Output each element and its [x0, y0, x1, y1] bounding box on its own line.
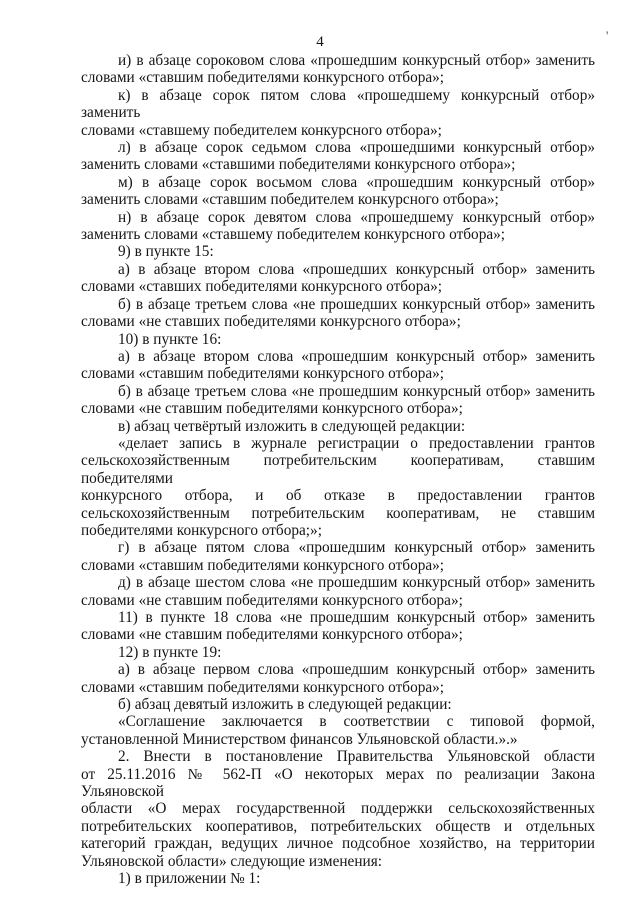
text-line: области «О мерах государственной поддержки сельскохозяйственных: [81, 800, 595, 818]
text-line: «Соглашение заключается в соответствии с типовой формой,: [118, 713, 595, 731]
paragraph-16-b: [81, 383, 595, 418]
text-line: словами «ставшим победителями конкурсного отбора»;: [81, 365, 445, 383]
paragraph-16-v: [81, 418, 595, 435]
paragraph-point-16: [81, 331, 595, 348]
text-line: сельскохозяйственным потребительским кооперативам, не ставшим: [81, 504, 595, 522]
paragraph-quote-agreement: [81, 713, 595, 748]
text-line: от 25.11.2016 № 562-П «О некоторых мерах по реализации Закона Ульяновской: [81, 765, 595, 801]
paragraph-annex-1: [81, 870, 595, 887]
text-line: 9) в пункте 15:: [118, 243, 214, 261]
text-line: и) в абзаце сороковом слова «прошедшим конкурсный отбор» заменить: [118, 52, 595, 69]
paragraph-section-2: [81, 748, 595, 870]
text-line: 10) в пункте 16:: [118, 330, 222, 348]
document-body: [81, 52, 595, 888]
text-line: потребительских кооперативов, потребительских обществ и отдельных: [81, 817, 595, 835]
text-line: а) в абзаце втором слова «прошедшим конкурсный отбор» заменить: [118, 347, 595, 365]
paragraph-16-g: [81, 539, 595, 574]
text-line: словами «ставшим победителями конкурсного отбора»;: [81, 678, 445, 696]
text-line: а) в абзаце первом слова «прошедшим конкурсный отбор» заменить: [118, 661, 595, 679]
text-line: словами «ставших победителями конкурсного отбора»;: [81, 278, 443, 296]
text-line: л) в абзаце сорок седьмом слова «прошедшими конкурсный отбор»: [118, 139, 595, 157]
text-line: словами «не ставшим победителями конкурсного отбора»;: [81, 591, 463, 609]
text-line: заменить словами «ставшим победителем конкурсного отбора»;: [81, 191, 499, 209]
text-line: словами «ставшим победителями конкурсного отбора»;: [81, 556, 445, 574]
text-line: «делает запись в журнале регистрации о предоставлении грантов: [118, 434, 595, 452]
text-line: а) в абзаце втором слова «прошедших конкурсный отбор» заменить: [118, 260, 595, 278]
text-line: в) абзац четвёртый изложить в следующей редакции:: [118, 417, 466, 435]
text-line: 12) в пункте 19:: [118, 643, 222, 661]
paragraph-quote-registry: [81, 435, 595, 539]
text-line: заменить словами «ставшему победителем конкурсного отбора»;: [81, 226, 506, 244]
paragraph-point-15: [81, 243, 595, 260]
text-line: б) в абзаце третьем слова «не прошедших конкурсный отбор» заменить: [118, 295, 595, 313]
text-line: словами «не ставшим победителями конкурсного отбора»;: [81, 626, 463, 644]
text-line: победителями конкурсного отбора;»;: [81, 521, 322, 539]
corner-mark: ': [606, 28, 609, 43]
text-line: д) в абзаце шестом слова «не прошедшим конкурсный отбор» заменить: [118, 574, 595, 592]
paragraph-point-19: [81, 644, 595, 661]
text-line: н) в абзаце сорок девятом слова «прошедшему конкурсный отбор»: [118, 208, 595, 226]
text-line: заменить словами «ставшими победителями конкурсного отбора»;: [81, 156, 516, 174]
paragraph-item-n: [81, 209, 595, 244]
paragraph-item-l: [81, 139, 595, 174]
text-line: словами «не ставших победителями конкурсного отбора»;: [81, 313, 461, 331]
paragraph-item-i: [81, 52, 595, 87]
text-line: установленной Министерством финансов Ульяновской области.».»: [81, 730, 518, 748]
text-line: к) в абзаце сорок пятом слова «прошедшему конкурсный отбор» заменить: [81, 86, 595, 122]
text-line: м) в абзаце сорок восьмом слова «прошедшим конкурсный отбор»: [118, 173, 595, 191]
paragraph-15-a: [81, 261, 595, 296]
paragraph-item-m: [81, 174, 595, 209]
text-line: словами «ставшим победителями конкурсного отбора»;: [81, 69, 445, 87]
paragraph-point-18: [81, 609, 595, 644]
text-line: г) в абзаце пятом слова «прошедшим конкурсный отбор» заменить: [118, 539, 595, 557]
text-line: 11) в пункте 18 слова «не прошедшим конкурсный отбор» заменить: [118, 609, 595, 626]
text-line: б) абзац девятый изложить в следующей редакции:: [118, 696, 452, 714]
text-line: словами «не ставшим победителями конкурсного отбора»;: [81, 400, 463, 418]
text-line: 2. Внести в постановление Правительства Ульяновской области: [118, 748, 595, 766]
paragraph-15-b: [81, 296, 595, 331]
text-line: конкурсного отбора, и об отказе в предоставлении грантов: [81, 487, 595, 505]
page-number: 4: [316, 34, 324, 50]
paragraph-16-a: [81, 348, 595, 383]
paragraph-19-b: [81, 696, 595, 713]
text-line: б) в абзаце третьем слова «не прошедшим конкурсный отбор» заменить: [118, 382, 595, 400]
text-line: Ульяновской области» следующие изменения:: [81, 852, 382, 870]
paragraph-16-d: [81, 574, 595, 609]
paragraph-item-k: [81, 87, 595, 139]
text-line: категорий граждан, ведущих личное подсобное хозяйство, на территории: [81, 835, 595, 853]
text-line: сельскохозяйственным потребительским кооперативам, ставшим победителями: [81, 452, 595, 487]
text-line: 1) в приложении № 1:: [118, 870, 261, 888]
paragraph-19-a: [81, 661, 595, 696]
text-line: словами «ставшему победителем конкурсного отбора»;: [81, 121, 442, 139]
